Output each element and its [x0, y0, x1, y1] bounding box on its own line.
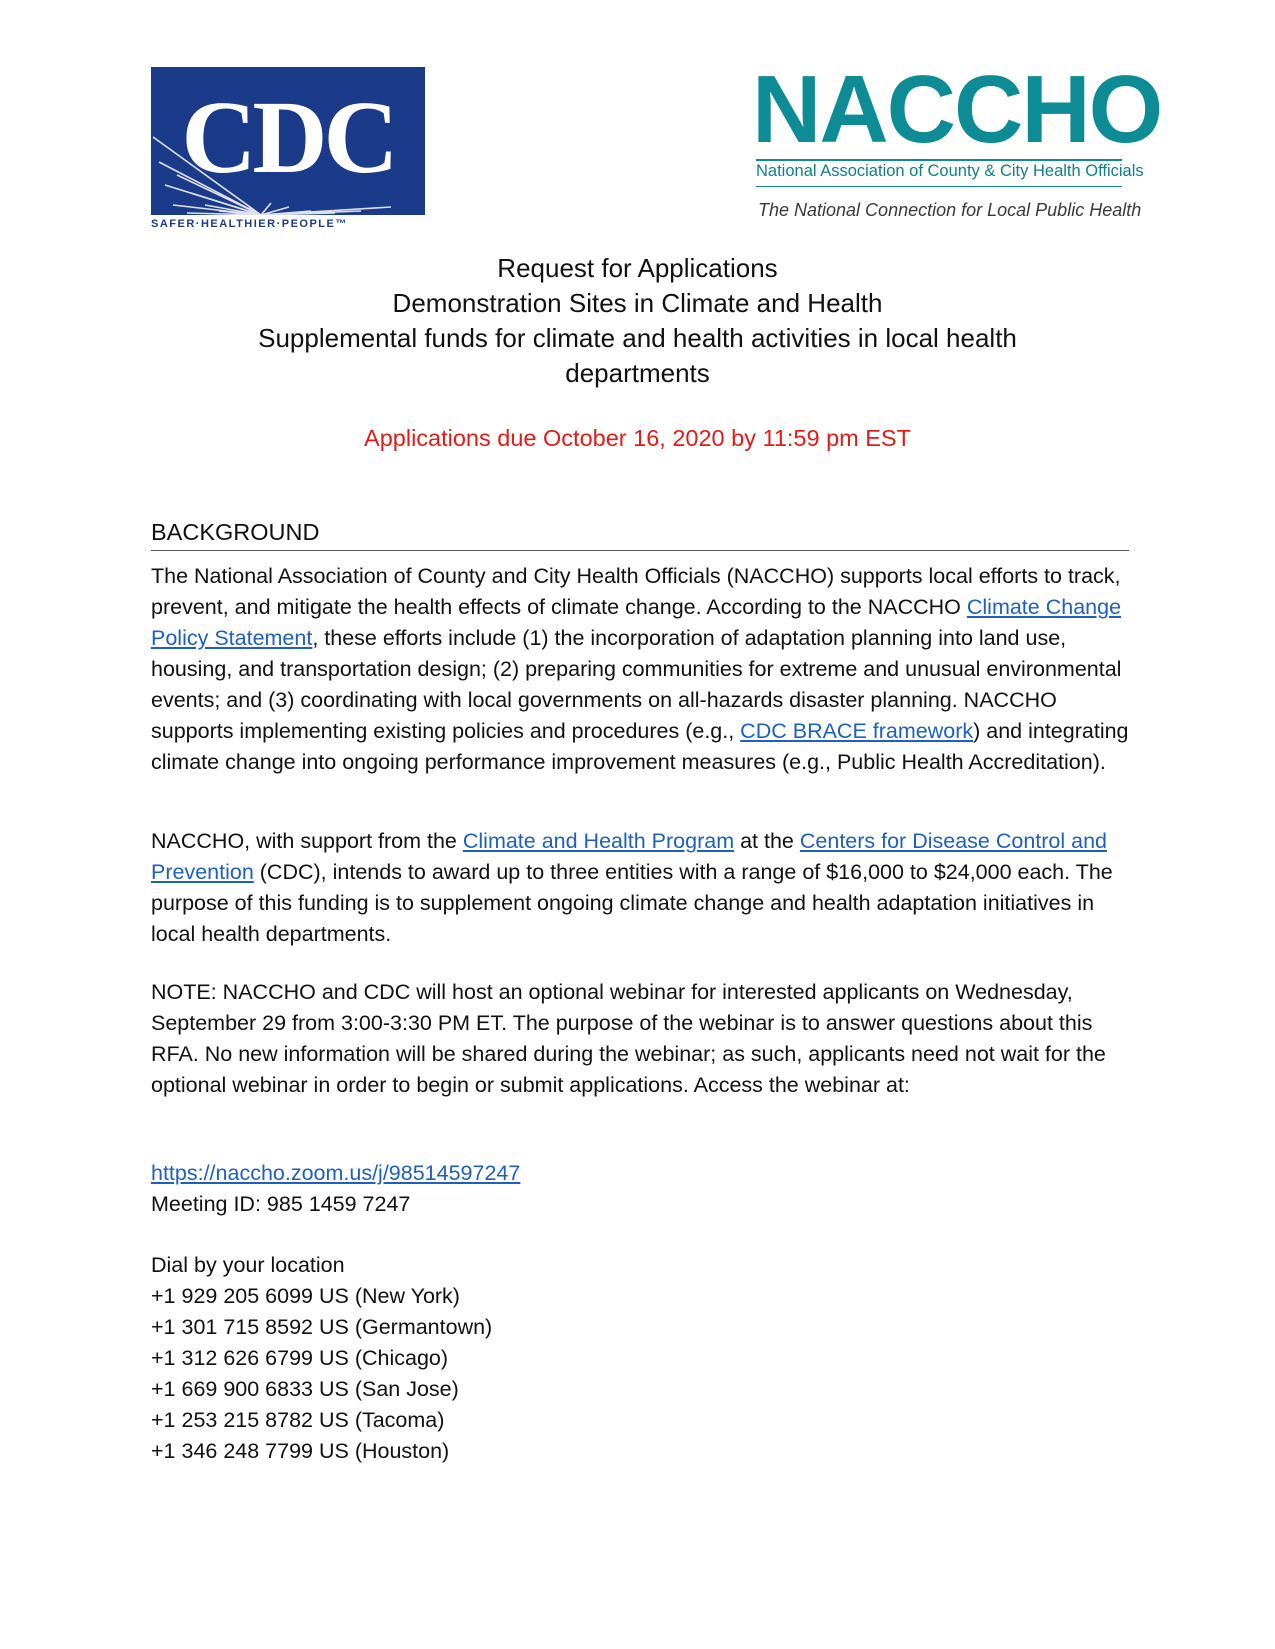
paragraph-text: NACCHO, with support from the: [151, 829, 463, 853]
dial-number-tacoma: +1 253 215 8782 US (Tacoma): [151, 1408, 445, 1432]
dial-number-chicago: +1 312 626 6799 US (Chicago): [151, 1346, 449, 1370]
dial-number-new-york: +1 929 205 6099 US (New York): [151, 1284, 460, 1308]
cdc-tagline: SAFER·HEALTHIER·PEOPLE™: [151, 218, 348, 230]
section-heading-background: BACKGROUND: [151, 519, 320, 545]
webinar-note-paragraph: NOTE: NACCHO and CDC will host an optional webinar for interested applicants on Wednesday, September 29 from 3:00-3:30 PM ET. The purpose of the webinar is to answer questions about this RFA. No new information will be shared during the webinar; as such, applicants need not wait for the optional webinar in order to begin or submit applications. Access the webinar at:: [151, 980, 1106, 1097]
cdc-website-link[interactable]: Centers for Disease Control and Prevention: [151, 829, 1107, 884]
title-line-2: Demonstration Sites in Climate and Health: [392, 288, 883, 318]
meeting-id: Meeting ID: 985 1459 7247: [151, 1192, 411, 1216]
title-line-3: Supplemental funds for climate and health activities in local health: [258, 323, 1017, 353]
dial-number-san-jose: +1 669 900 6833 US (San Jose): [151, 1377, 459, 1401]
title-line-4: departments: [565, 358, 710, 388]
section-divider: [151, 550, 1129, 551]
dial-number-germantown: +1 301 715 8592 US (Germantown): [151, 1315, 493, 1339]
paragraph-text: ) and integrating climate change into ongoing performance improvement measures (e.g., Public Health Accreditation).: [151, 719, 1129, 774]
naccho-tagline: The National Connection for Local Public Health: [758, 200, 1142, 220]
dial-number-houston: +1 346 248 7799 US (Houston): [151, 1439, 450, 1463]
paragraph-text: The National Association of County and City Health Officials (NACCHO) supports local efforts to track, prevent, and mitigate the health effects of climate change. According to the NACCHO: [151, 564, 1121, 619]
background-paragraph-2: [151, 826, 1136, 950]
due-date-notice: Applications due October 16, 2020 by 11:59 pm EST: [364, 425, 911, 451]
paragraph-text: , these efforts include (1) the incorporation of adaptation planning into land use, housing, and transportation design; (2) preparing communities for extreme and unusual environmental events; and (3) coordinating with local governments on all-hazards disaster planning. NACCHO supports implementing existing policies and procedures (e.g.,: [151, 626, 1122, 743]
cdc-logo-graphic: [151, 67, 425, 230]
paragraph-text: at the: [734, 829, 800, 853]
naccho-logo-rule-bottom: [756, 186, 1122, 187]
climate-change-policy-statement-link[interactable]: Climate Change Policy Statement: [151, 595, 1122, 650]
naccho-full-name: National Association of County & City Health Officials: [756, 162, 1144, 180]
paragraph-text: (CDC), intends to award up to three entities with a range of $16,000 to $24,000 each. The purpose of this funding is to supplement ongoing climate change and health adaptation initiatives in local health departments.: [151, 860, 1113, 946]
cdc-logo: [151, 67, 425, 230]
background-paragraph-1: [151, 561, 1136, 778]
webinar-url-link[interactable]: https://naccho.zoom.us/j/98514597247: [151, 1161, 521, 1185]
cdc-letters: CDC: [181, 80, 395, 195]
dial-heading: Dial by your location: [151, 1253, 345, 1277]
cdc-brace-framework-link[interactable]: CDC BRACE framework: [740, 719, 974, 743]
title-line-1: Request for Applications: [497, 253, 778, 283]
climate-and-health-program-link[interactable]: Climate and Health Program: [462, 829, 735, 853]
naccho-logo-wordmark: NACCHO: [752, 56, 1162, 163]
